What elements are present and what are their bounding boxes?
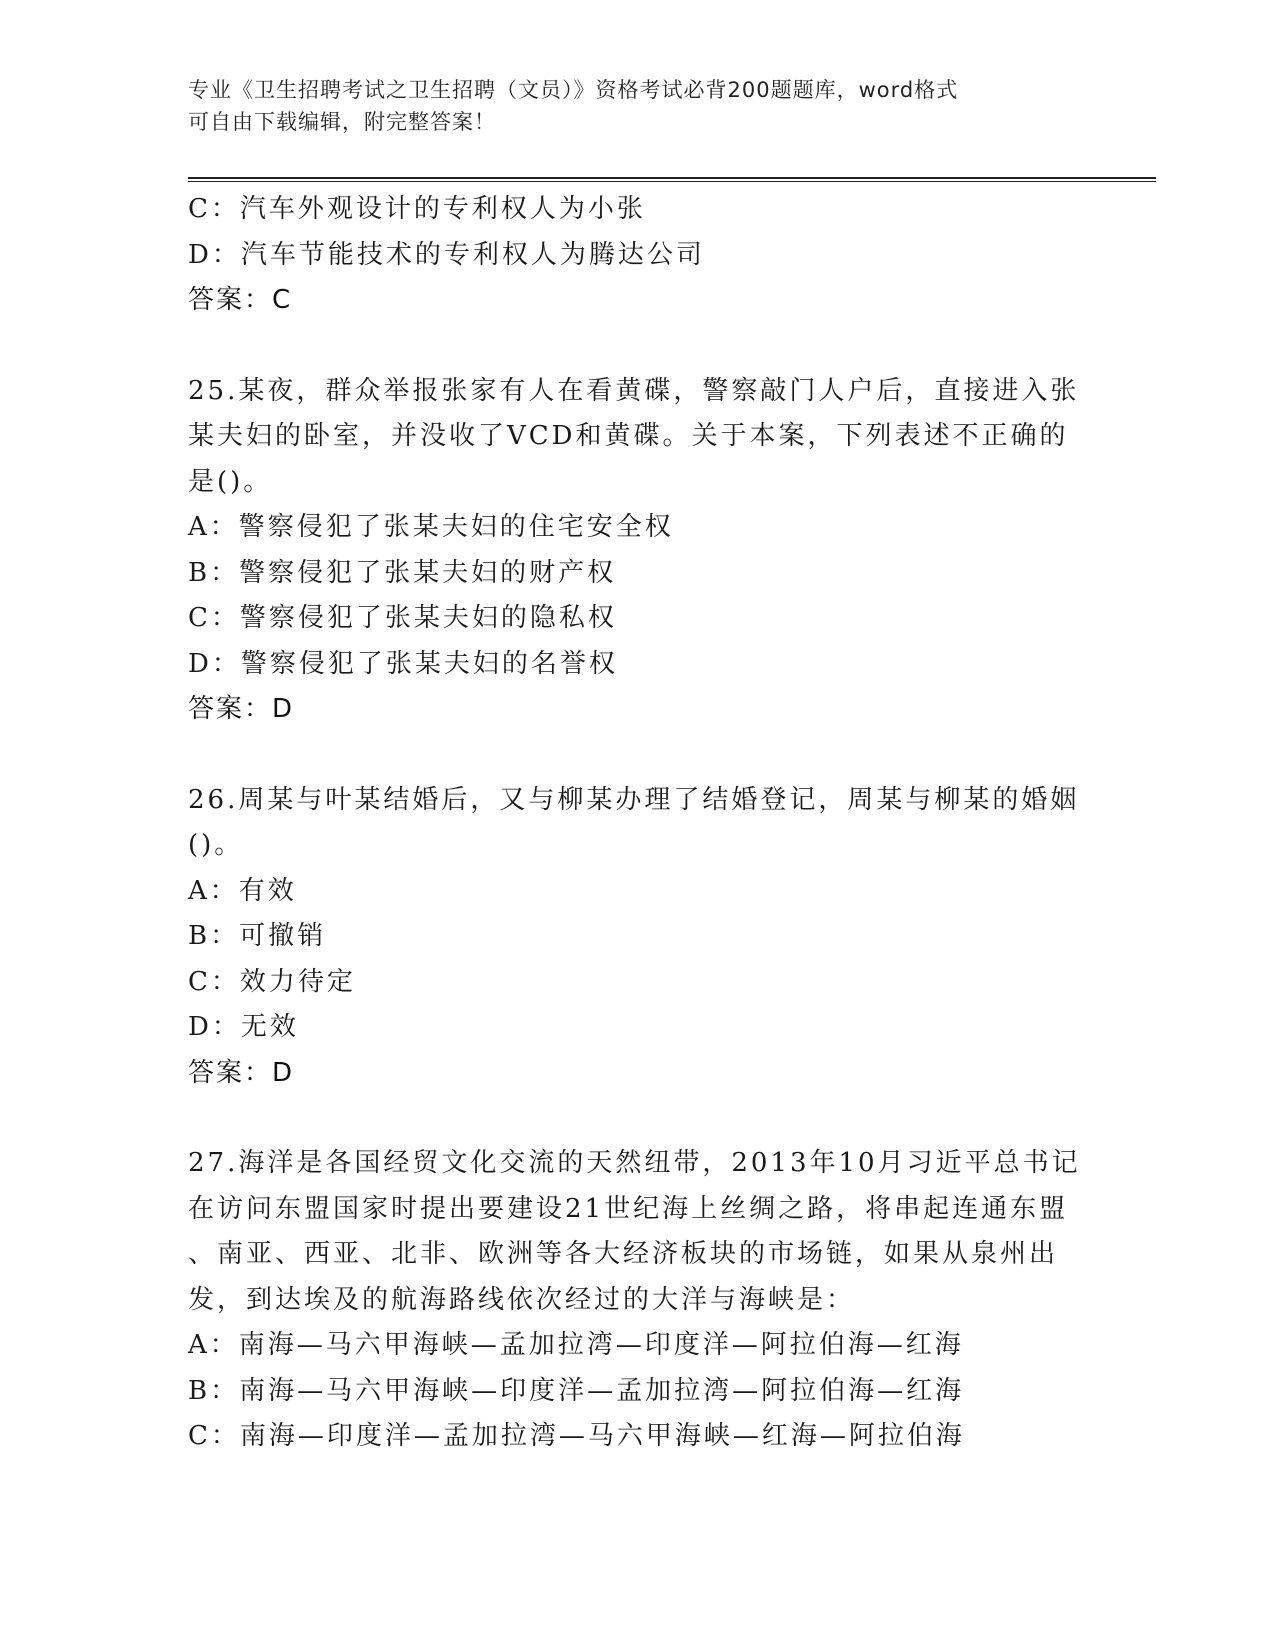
q25-option-d: D：警察侵犯了张某夫妇的名誉权 [188, 648, 618, 679]
q24-option-c: C：汽车外观设计的专利权人为小张 [188, 194, 646, 224]
q25-option-b: B：警察侵犯了张某夫妇的财产权 [188, 557, 617, 588]
q25-answer: 答案：D [188, 694, 295, 724]
q27-stem-line-3: 、南亚、西亚、北非、欧洲等各大经济板块的市场链，如果从泉州出 [188, 1239, 1059, 1269]
header-line-2: 可自由下载编辑，附完整答案！ [188, 110, 496, 134]
page-header [188, 74, 1088, 138]
question-25 [188, 369, 1088, 733]
header-divider [188, 177, 1156, 182]
question-26 [188, 778, 1088, 1097]
q27-option-b: B：南海—马六甲海峡—印度洋—孟加拉湾—阿拉伯海—红海 [188, 1375, 965, 1406]
q26-stem-line-1: 26.周某与叶某结婚后，又与柳某办理了结婚登记，周某与柳某的婚姻 [188, 784, 1080, 815]
q26-answer: 答案：D [188, 1057, 295, 1088]
spacer [188, 324, 1088, 369]
question-24 [188, 187, 1088, 324]
q26-stem-line-2: ()。 [188, 830, 244, 860]
q27-option-c: C：南海—印度洋—孟加拉湾—马六甲海峡—红海—阿拉伯海 [188, 1421, 965, 1451]
q25-option-a: A：警察侵犯了张某夫妇的住宅安全权 [188, 512, 674, 542]
q27-stem-line-1: 27.海洋是各国经贸文化交流的天然纽带，2013年10月习近平总书记 [188, 1148, 1081, 1178]
q26-option-d: D：无效 [188, 1012, 299, 1042]
q25-option-c: C：警察侵犯了张某夫妇的隐私权 [188, 603, 617, 633]
q25-stem-line-3: 是()。 [188, 466, 273, 497]
q27-option-a: A：南海—马六甲海峡—孟加拉湾—印度洋—阿拉伯海—红海 [188, 1330, 964, 1360]
q25-stem-line-2: 某夫妇的卧室，并没收了VCD和黄碟。关于本案，下列表述不正确的 [188, 421, 1069, 451]
document-body [188, 187, 1088, 1460]
q24-answer: 答案：C [188, 285, 293, 315]
question-27 [188, 1141, 1088, 1460]
q27-stem-line-4: 发，到达埃及的航海路线依次经过的大洋与海峡是： [188, 1284, 856, 1315]
q24-option-d: D：汽车节能技术的专利权人为腾达公司 [188, 239, 705, 270]
q27-stem-line-2: 在访问东盟国家时提出要建设21世纪海上丝绸之路，将串起连通东盟 [188, 1193, 1069, 1224]
q25-stem-line-1: 25.某夜，群众举报张家有人在看黄碟，警察敲门人户后，直接进入张 [188, 375, 1080, 406]
spacer [188, 1096, 1088, 1141]
q26-option-a: A：有效 [188, 875, 297, 906]
q26-option-b: B：可撤销 [188, 921, 327, 951]
q26-option-c: C：效力待定 [188, 966, 356, 997]
header-line-1: 专业《卫生招聘考试之卫生招聘（文员）》资格考试必背200题题库，word格式 [188, 78, 959, 102]
spacer [188, 733, 1088, 778]
